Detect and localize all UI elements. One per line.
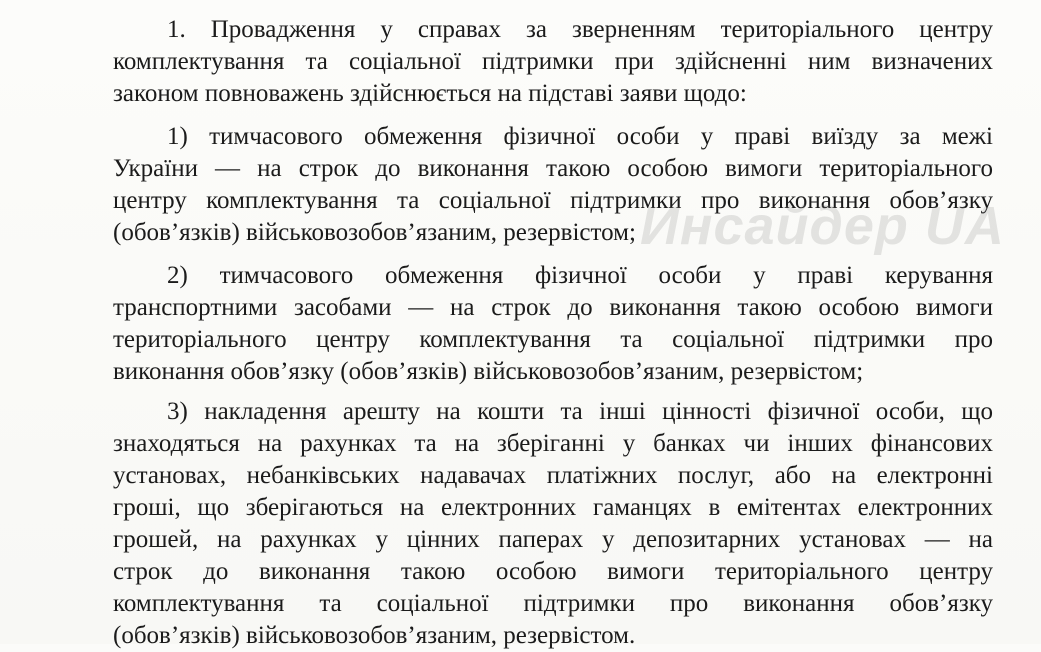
text-line: комплектування та соціальної підтримки про виконання обов’язку xyxy=(113,590,993,617)
paragraph-item-3 xyxy=(113,396,993,652)
paragraph-1 xyxy=(113,14,993,110)
watermark: Инсайдер UA xyxy=(640,196,1005,256)
text-line: гроші, що зберігаються на електронних гаманцях в емітентах електронних xyxy=(113,494,993,521)
text-line: 1) тимчасового обмеження фізичної особи у праві виїзду за межі xyxy=(167,123,993,150)
paragraph-item-2 xyxy=(113,260,993,388)
text-line: України — на строк до виконання такою особою вимоги територіального xyxy=(113,155,993,182)
text-line: виконання обов’язку (обов’язків) військовозобов’язаним, резервістом; xyxy=(113,358,864,385)
text-line: центру комплектування та соціальної підтримки про виконання обов’язку xyxy=(113,187,993,214)
text-line: транспортними засобами — на строк до виконання такою особою вимоги xyxy=(113,294,993,321)
paragraph-item-1 xyxy=(113,121,993,249)
text-line: комплектування та соціальної підтримки при здійсненні ним визначених xyxy=(113,48,993,75)
text-line: 2) тимчасового обмеження фізичної особи у праві керування xyxy=(167,262,993,289)
text-line: установах, небанківських надавачах платіжних послуг, або на електронні xyxy=(113,462,993,489)
text-line: (обов’язків) військовозобов’язаним, резервістом. xyxy=(113,622,636,649)
text-line: 1. Провадження у справах за зверненням територіального центру xyxy=(167,16,993,43)
text-line: законом повноважень здійснюється на підставі заяви щодо: xyxy=(113,80,747,107)
text-line: знаходяться на рахунках та на зберіганні у банках чи інших фінансових xyxy=(113,430,993,457)
text-line: грошей, на рахунках у цінних паперах у депозитарних установах — на xyxy=(113,526,993,553)
text-line: територіального центру комплектування та соціальної підтримки про xyxy=(113,326,993,353)
text-line: (обов’язків) військовозобов’язаним, резервістом; xyxy=(113,219,636,246)
text-line: 3) накладення арешту на кошти та інші цінності фізичної особи, що xyxy=(167,398,993,425)
text-line: строк до виконання такою особою вимоги територіального центру xyxy=(113,558,993,585)
